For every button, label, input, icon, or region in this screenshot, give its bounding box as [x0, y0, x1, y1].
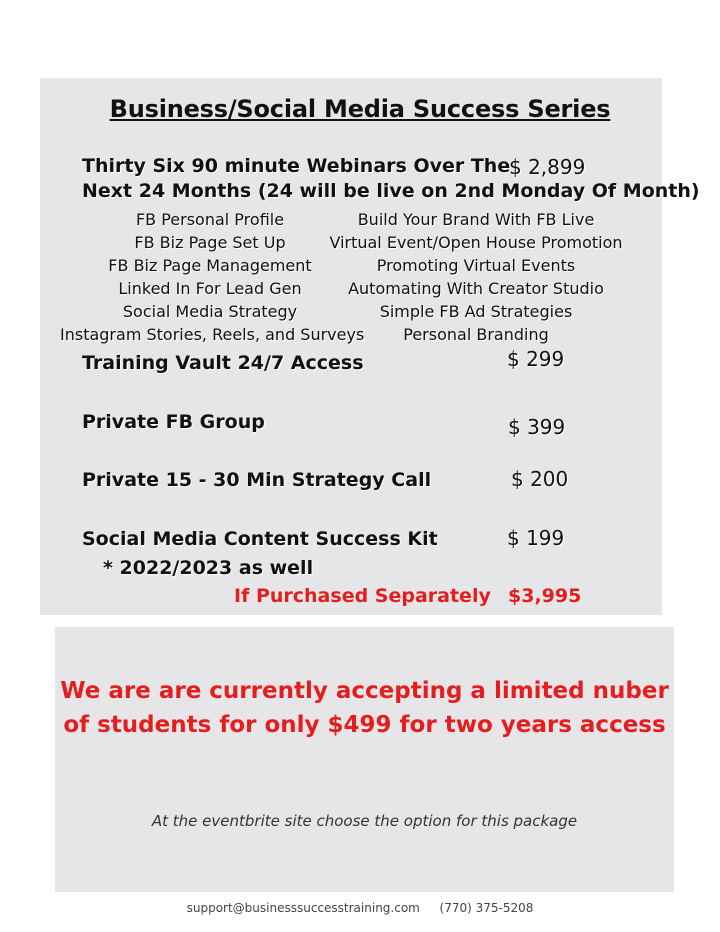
webinars-line-1: Thirty Six 90 minute Webinars Over The [82, 155, 511, 177]
item-label-content-kit: Social Media Content Success Kit [82, 528, 438, 550]
total-price: $3,995 [508, 585, 582, 607]
content-kit-note: * 2022/2023 as well [103, 557, 314, 579]
topic-item: Virtual Event/Open House Promotion [329, 233, 623, 252]
topic-item: FB Biz Page Set Up [134, 233, 286, 252]
item-price-fb-group: $ 399 [508, 415, 566, 439]
webinars-line-2: Next 24 Months (24 will be live on 2nd Monday Of Month) [82, 180, 700, 202]
footer-phone: (770) 375-5208 [439, 901, 534, 915]
topic-item: FB Biz Page Management [108, 256, 312, 275]
topics-right-column [322, 208, 630, 346]
topic-item: Instagram Stories, Reels, and Surveys [60, 325, 365, 344]
topic-item: Automating With Creator Studio [348, 279, 604, 298]
item-price-training-vault: $ 299 [507, 347, 565, 371]
item-label-training-vault: Training Vault 24/7 Access [82, 352, 364, 374]
total-label: If Purchased Separately [234, 585, 491, 607]
footer-email: support@businesssuccesstraining.com [186, 901, 420, 915]
topic-item: Simple FB Ad Strategies [379, 302, 573, 321]
topic-item: Personal Branding [403, 325, 549, 344]
webinars-price: $ 2,899 [509, 155, 586, 179]
item-price-strategy-call: $ 200 [511, 467, 569, 491]
topics-left-column [60, 208, 365, 346]
item-label-strategy-call: Private 15 - 30 Min Strategy Call [82, 469, 432, 491]
topic-item: Social Media Strategy [122, 302, 298, 321]
promo-line-1: We are are currently accepting a limited nuber [60, 678, 669, 704]
footer-contact [0, 901, 720, 915]
page-title: Business/Social Media Success Series [109, 95, 611, 123]
topic-item: Promoting Virtual Events [376, 256, 576, 275]
promo-line-2: of students for only $499 for two years access [63, 712, 666, 738]
topic-item: FB Personal Profile [135, 210, 285, 229]
eventbrite-note: At the eventbrite site choose the option for this package [151, 812, 578, 830]
promo-message [55, 674, 674, 742]
item-price-content-kit: $ 199 [507, 526, 565, 550]
topic-item: Linked In For Lead Gen [118, 279, 302, 298]
item-label-fb-group: Private FB Group [82, 411, 265, 433]
promo-panel [55, 627, 674, 892]
topic-item: Build Your Brand With FB Live [357, 210, 595, 229]
